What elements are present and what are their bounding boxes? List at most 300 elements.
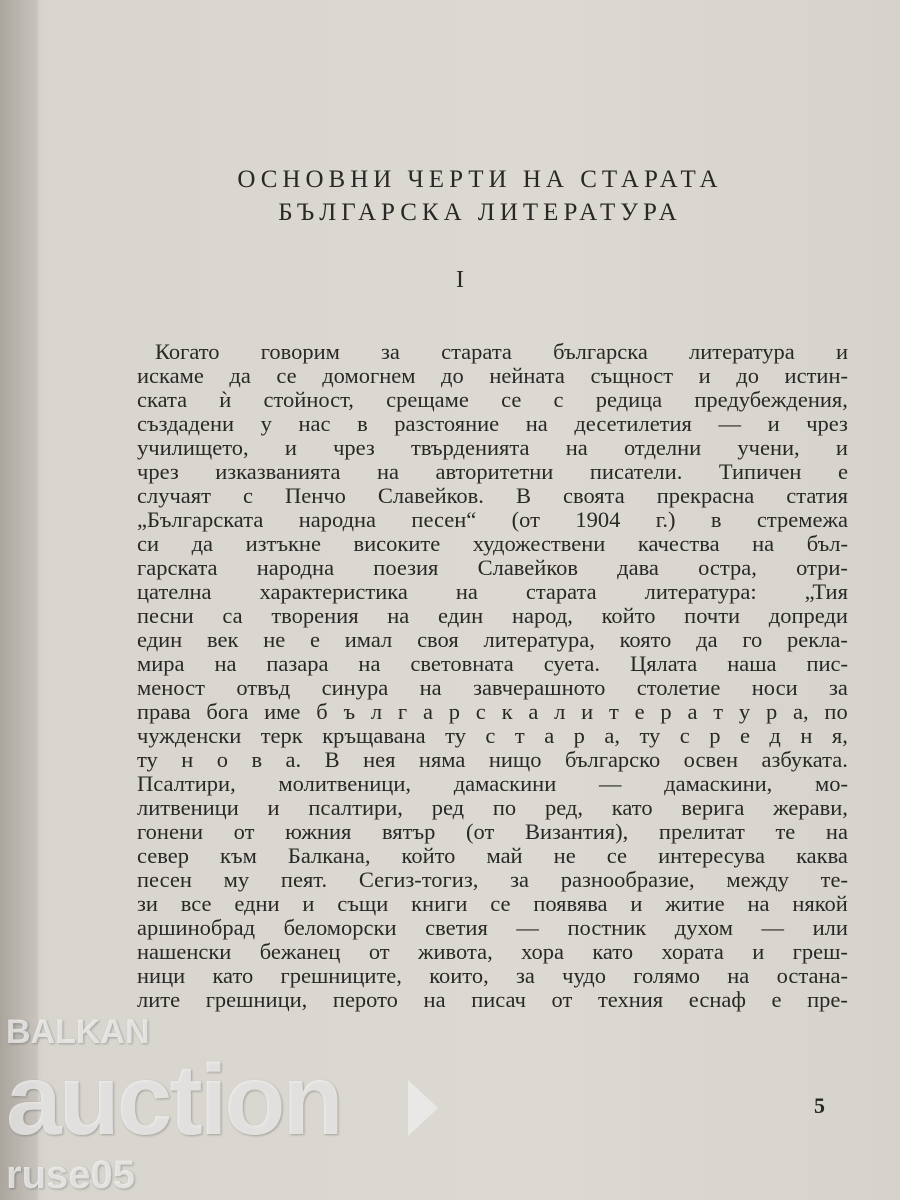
word: май [486, 844, 523, 868]
word: век [207, 628, 239, 652]
word: писач [471, 988, 526, 1012]
word: „Българската [137, 508, 264, 532]
word: Славейков. [377, 484, 484, 508]
text-line [137, 964, 848, 988]
word: същи [337, 892, 389, 916]
word: и [284, 436, 297, 460]
word: ѝ [219, 388, 232, 412]
text-line [137, 844, 848, 868]
word: ници [137, 964, 186, 988]
word: на [565, 436, 588, 460]
word: и [835, 340, 848, 364]
word: меност [137, 676, 205, 700]
word: г.) [655, 508, 676, 532]
word: псалтири, [308, 796, 403, 820]
text-line [137, 820, 848, 844]
word: в [357, 412, 368, 436]
word: л [370, 700, 383, 724]
word: к [501, 700, 513, 724]
word: т [514, 724, 525, 748]
word: характеристика [259, 580, 408, 604]
word: н [800, 724, 813, 748]
word: Византия), [524, 820, 629, 844]
word: народна [298, 508, 377, 532]
word: синура [321, 676, 389, 700]
word: дамаскини [453, 772, 557, 796]
word: и [752, 940, 765, 964]
word: на [358, 652, 381, 676]
text-line [137, 484, 848, 508]
text-line [137, 724, 848, 748]
word: се [276, 364, 297, 388]
word: отри- [796, 556, 848, 580]
word: техния [597, 988, 664, 1012]
word: до [736, 364, 759, 388]
text-line [137, 388, 848, 412]
text-line [137, 508, 848, 532]
word: за [381, 340, 400, 364]
word: на [752, 532, 775, 556]
word: верига [681, 796, 745, 820]
word: песен [137, 868, 192, 892]
page-number: 5 [814, 1093, 825, 1118]
word: ред, [544, 796, 583, 820]
word: прелитат [658, 820, 745, 844]
word: интересува [658, 844, 766, 868]
word: имал [344, 628, 393, 652]
word: грешници, [205, 988, 308, 1012]
word: бъл- [806, 532, 848, 556]
text-line [137, 436, 848, 460]
word: име [264, 700, 301, 724]
word: почти [684, 604, 741, 628]
word: го [742, 628, 763, 652]
word: народна [256, 556, 335, 580]
word: духом [674, 916, 733, 940]
word: ту [137, 748, 158, 772]
word: чрез [333, 436, 375, 460]
word: р [709, 724, 721, 748]
word: Пенчо [285, 484, 346, 508]
word: вятър [381, 820, 436, 844]
word: разстояние [394, 412, 500, 436]
word: авторитетни [435, 460, 554, 484]
word: р [448, 700, 460, 724]
word: север [137, 844, 189, 868]
word: статия [786, 484, 848, 508]
word: да [191, 532, 214, 556]
word: която [619, 628, 672, 652]
word: беломорски [283, 916, 397, 940]
word: живота, [417, 940, 493, 964]
word: перото [332, 988, 398, 1012]
word: е [634, 700, 645, 724]
word: изтъкне [245, 532, 321, 556]
text-line [137, 604, 848, 628]
word: в [710, 508, 722, 532]
word: нас [298, 412, 331, 436]
word: на [455, 580, 478, 604]
text-line [137, 532, 848, 556]
word: от [368, 940, 390, 964]
word: рекла- [787, 628, 848, 652]
word: отделни [623, 436, 702, 460]
word: а [687, 700, 698, 724]
word: Сегиз-тогиз, [358, 868, 479, 892]
word: на [525, 412, 548, 436]
word: световната [410, 652, 514, 676]
word: мира [137, 652, 185, 676]
word: суета. [543, 652, 601, 676]
word: и [630, 892, 643, 916]
word: чрез [806, 412, 848, 436]
word: и [302, 892, 315, 916]
word: завчерашното [473, 676, 606, 700]
word: да [696, 628, 718, 652]
text-line [137, 364, 848, 388]
text-line [137, 556, 848, 580]
word: дамаскини, [664, 772, 773, 796]
word: своята [563, 484, 625, 508]
word: срещаме [386, 388, 469, 412]
word: пазара [266, 652, 329, 676]
word: нашенски [137, 940, 232, 964]
text-line [137, 748, 848, 772]
word: прекрасна [656, 484, 755, 508]
word: р [765, 700, 778, 724]
word: който [601, 604, 656, 628]
word: постник [567, 916, 647, 940]
word: му [223, 868, 250, 892]
word: те- [820, 868, 848, 892]
word: едни [234, 892, 280, 916]
word: които, [429, 964, 489, 988]
word: чужденски [137, 724, 242, 748]
word: до [441, 364, 464, 388]
word: е [771, 988, 782, 1012]
word: терк [260, 724, 303, 748]
text-line [137, 796, 848, 820]
word: ъ [343, 700, 356, 724]
word: случаят [137, 484, 211, 508]
word: редица [595, 388, 663, 412]
word: еснаф [688, 988, 746, 1012]
word: а [544, 724, 555, 748]
word: пис- [806, 652, 848, 676]
word: на [419, 676, 442, 700]
word: те [775, 820, 796, 844]
word: книги [411, 892, 468, 916]
word: ту [639, 724, 661, 748]
word: бежанец [259, 940, 341, 964]
word: на [376, 460, 399, 484]
word: като [611, 796, 653, 820]
text-line [137, 868, 848, 892]
word: художествени [472, 532, 606, 556]
word: от [233, 820, 255, 844]
word: си [137, 532, 160, 556]
word: хора [521, 940, 564, 964]
word: същност [590, 364, 674, 388]
word: южния [285, 820, 352, 844]
chapter-title-line-2: БЪЛГАРСКА ЛИТЕРАТУРА [278, 199, 682, 226]
word: Когато [155, 340, 220, 364]
word: между [726, 868, 789, 892]
word: като [592, 940, 634, 964]
word: голямо [633, 964, 700, 988]
word: и [835, 436, 848, 460]
word: училището, [137, 436, 249, 460]
word: и [267, 796, 280, 820]
word: са [222, 604, 243, 628]
word: б [316, 700, 328, 724]
section-number: I [456, 267, 464, 293]
word: творения [271, 604, 359, 628]
word: т [713, 700, 724, 724]
word: хората [661, 940, 724, 964]
word: един [438, 604, 484, 628]
word: лите [137, 988, 181, 1012]
word: някой [792, 892, 848, 916]
text-line [137, 580, 848, 604]
word: твърденията [411, 436, 530, 460]
word: който [401, 844, 456, 868]
text-line [137, 340, 848, 364]
text-line [137, 652, 848, 676]
word: остра, [698, 556, 757, 580]
word: на [387, 604, 410, 628]
word: не [263, 628, 286, 652]
word: нищо [488, 748, 542, 772]
watermark-user: ruse05 [6, 1153, 135, 1197]
word: все [180, 892, 212, 916]
text-line [137, 412, 848, 436]
word: аршинобрад [137, 916, 256, 940]
word: — [718, 412, 741, 436]
word: за [510, 868, 529, 892]
word: освен [683, 748, 738, 772]
word: стойност, [263, 388, 354, 412]
word: говорим [260, 340, 340, 364]
word: българска [553, 340, 648, 364]
word: „Тия [804, 580, 848, 604]
word: е [309, 628, 320, 652]
word: В [324, 748, 340, 772]
word: т [608, 700, 619, 724]
word: литература, [483, 628, 595, 652]
word: старата [525, 580, 597, 604]
word: н [181, 748, 194, 772]
word: — [598, 772, 622, 796]
word: да [229, 364, 251, 388]
word: за [515, 964, 535, 988]
word: гарската [137, 556, 218, 580]
word: а, [604, 724, 621, 748]
word: грешниците, [280, 964, 402, 988]
word: мо- [815, 772, 848, 796]
word: песен“ [411, 508, 477, 532]
word: ската [137, 388, 188, 412]
word: р [573, 724, 585, 748]
word: учени, [737, 436, 800, 460]
watermark-brand: BALKAN [6, 1013, 150, 1051]
word: столетие [636, 676, 721, 700]
word: (от [466, 820, 495, 844]
word: българско [564, 748, 661, 772]
word: греш- [792, 940, 848, 964]
word: р [660, 700, 672, 724]
word: дава [617, 556, 659, 580]
word: един [137, 628, 183, 652]
text-line [137, 940, 848, 964]
word: В [515, 484, 531, 508]
word: високите [353, 532, 441, 556]
word: Балкана, [287, 844, 371, 868]
word: десетилетия [574, 412, 692, 436]
word: чрез [137, 460, 179, 484]
watermark-play-icon [408, 1080, 438, 1136]
word: като [212, 964, 254, 988]
word: нея [363, 748, 396, 772]
word: се [490, 892, 511, 916]
word: у [738, 700, 751, 724]
word: и [698, 364, 711, 388]
word: предубеждения, [694, 388, 848, 412]
word: нейната [489, 364, 565, 388]
word: г [397, 700, 408, 724]
text-line [137, 700, 848, 724]
word: пеят. [280, 868, 328, 892]
word: качества [637, 532, 720, 556]
text-line [137, 916, 848, 940]
word: с [553, 388, 564, 412]
word: каква [796, 844, 848, 868]
word: стремежа [756, 508, 848, 532]
word: отвъд [236, 676, 291, 700]
word: ту [445, 724, 466, 748]
text-line [137, 988, 848, 1012]
word: на [214, 652, 237, 676]
chapter-title-line-1: ОСНОВНИ ЧЕРТИ НА СТАРАТА [237, 166, 723, 193]
word: създадени [137, 412, 235, 436]
word: ред [431, 796, 465, 820]
word: домогнем [322, 364, 416, 388]
text-line [137, 772, 848, 796]
word: бога [206, 700, 249, 724]
word: изказванията [215, 460, 341, 484]
word: Цялата [629, 652, 698, 676]
word: д [769, 724, 781, 748]
word: носи [751, 676, 798, 700]
word: молитвеници, [278, 772, 411, 796]
text-line [137, 460, 848, 484]
word: за [829, 676, 848, 700]
word: се [501, 388, 522, 412]
word: и [581, 700, 594, 724]
word: (от [511, 508, 540, 532]
text-line [137, 628, 848, 652]
word: или [812, 916, 848, 940]
word: жерави, [773, 796, 848, 820]
word: на [423, 988, 446, 1012]
word: в [251, 748, 263, 772]
word: литература: [644, 580, 757, 604]
word: появява [533, 892, 608, 916]
word: от [551, 988, 573, 1012]
word: към [220, 844, 257, 868]
word: наша [727, 652, 777, 676]
word: зи [137, 892, 158, 916]
word: допреди [768, 604, 848, 628]
word: искаме [137, 364, 204, 388]
word: с [242, 484, 253, 508]
word: у [260, 412, 272, 436]
word: — [761, 916, 785, 940]
word: с [475, 700, 486, 724]
word: не [553, 844, 576, 868]
word: гонени [137, 820, 204, 844]
word: на [747, 892, 770, 916]
word: я, [831, 724, 848, 748]
word: пре- [807, 988, 848, 1012]
word: права [137, 700, 191, 724]
word: истин- [784, 364, 848, 388]
word: Славейков [477, 556, 578, 580]
word: е [739, 724, 750, 748]
word: л [554, 700, 566, 724]
word: цателна [137, 580, 212, 604]
body-text [137, 340, 848, 1012]
word: а [422, 700, 433, 724]
word: своя [417, 628, 459, 652]
word: азбуката. [761, 748, 848, 772]
word: на [825, 820, 848, 844]
word: на [727, 964, 750, 988]
word: песни [137, 604, 194, 628]
word: Псалтири, [137, 772, 236, 796]
word: народ, [511, 604, 573, 628]
word: кръщавана [322, 724, 426, 748]
word: о [216, 748, 228, 772]
word: разнообразие, [560, 868, 695, 892]
word: по [492, 796, 517, 820]
word: а, [793, 700, 809, 724]
word: старата [441, 340, 512, 364]
word: житие [665, 892, 725, 916]
word: литература [689, 340, 795, 364]
word: а. [285, 748, 302, 772]
word: поезия [373, 556, 439, 580]
text-line [137, 892, 848, 916]
word: остана- [776, 964, 848, 988]
word: с [485, 724, 496, 748]
text-line [137, 676, 848, 700]
word: Типичен [718, 460, 802, 484]
word: няма [418, 748, 466, 772]
word: се [606, 844, 628, 868]
word: а [528, 700, 539, 724]
word: по [824, 700, 848, 724]
word: с [679, 724, 690, 748]
word: и [767, 412, 780, 436]
word: — [516, 916, 539, 940]
word: литвеници [137, 796, 239, 820]
word: чудо [562, 964, 606, 988]
word: писатели. [589, 460, 683, 484]
watermark-logo: auction [6, 1044, 341, 1156]
word: 1904 [575, 508, 621, 532]
word: светия [425, 916, 488, 940]
